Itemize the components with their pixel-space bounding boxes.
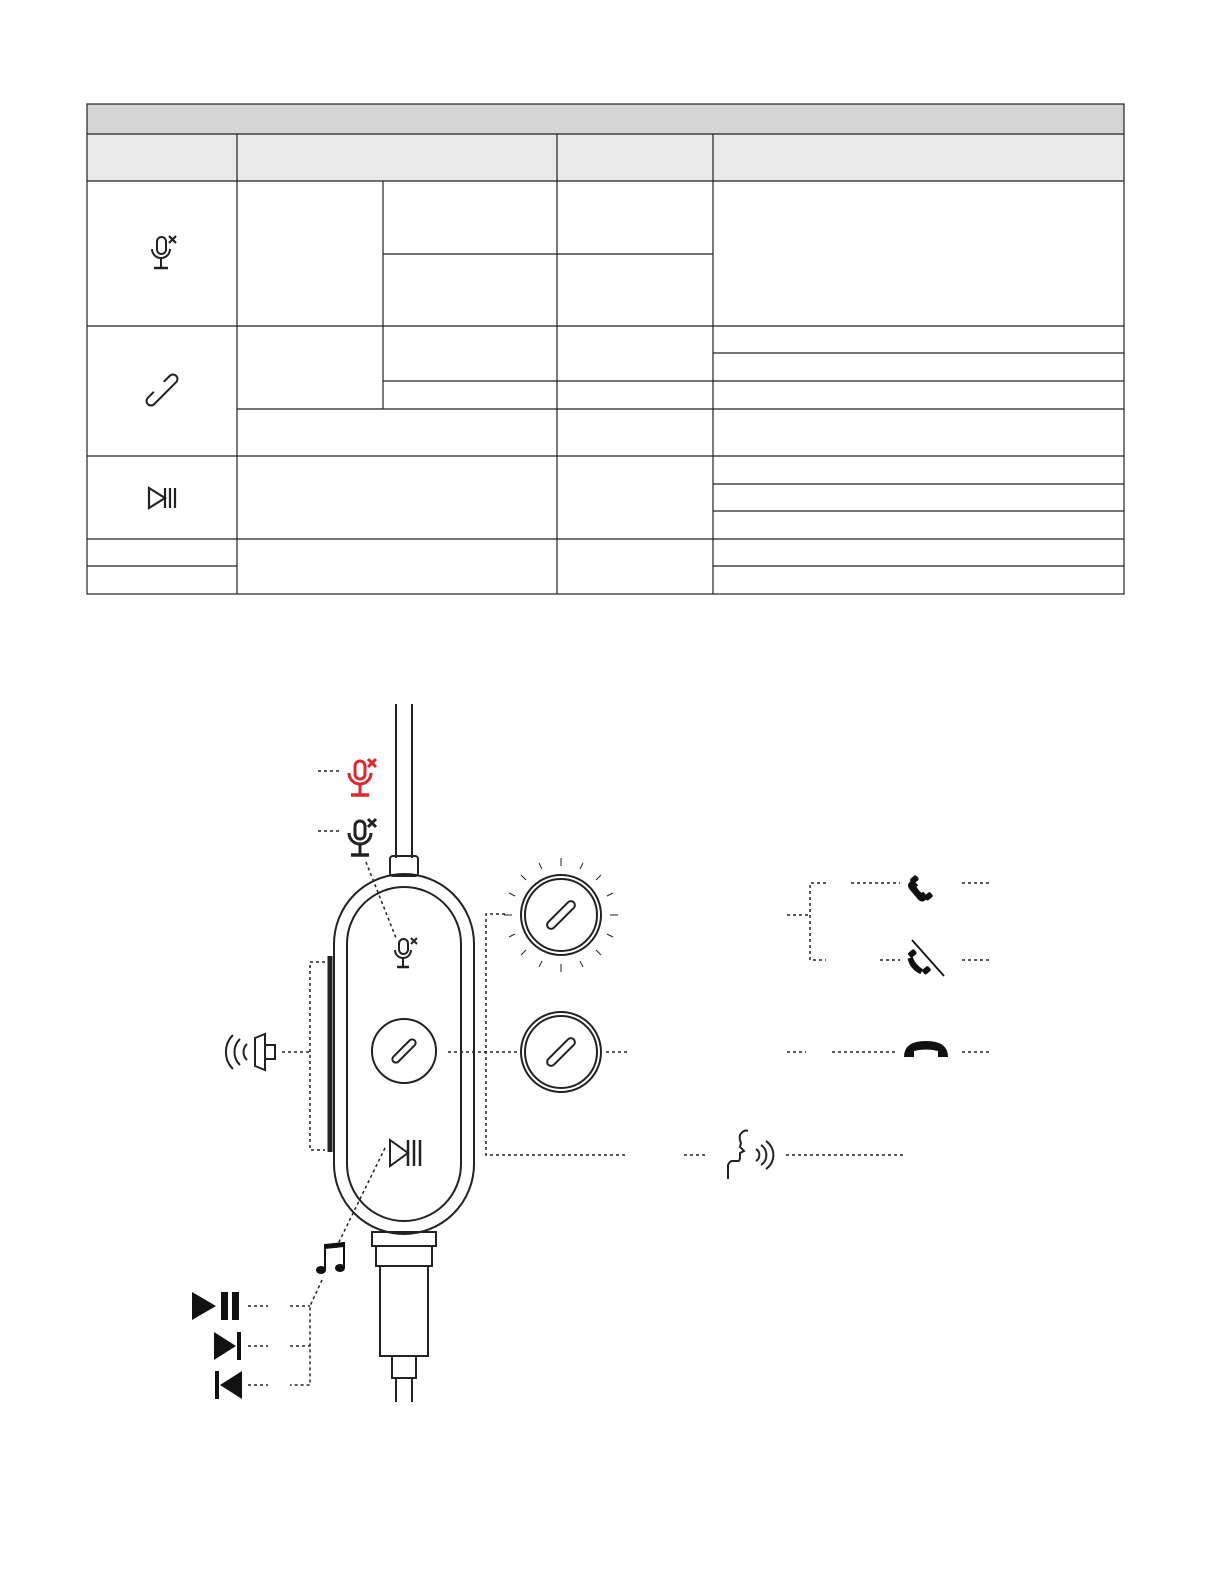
answer-call-icon [905,875,934,905]
voice-assistant-icon [728,1131,773,1180]
mic-muted-red-icon [349,759,376,795]
end-call-icon [904,1041,948,1057]
music-note-icon [316,1242,345,1274]
reject-call-icon [903,940,944,979]
cable-bottom [372,1232,436,1402]
controller-call-button[interactable] [372,1019,436,1083]
next-track-icon [214,1332,241,1360]
play-pause-action-icon [192,1292,239,1320]
controller-body [330,874,474,1234]
call-led-solid-icon [521,1012,601,1092]
call-led-blinking-icon [504,858,618,972]
controller-play-pause-button[interactable] [390,1140,420,1166]
cable-top [390,704,418,876]
previous-track-icon [215,1371,242,1399]
controller-mic-mute-button[interactable] [395,938,417,967]
mic-mute-black-icon [349,819,376,855]
speaker-volume-icon [226,1034,275,1070]
